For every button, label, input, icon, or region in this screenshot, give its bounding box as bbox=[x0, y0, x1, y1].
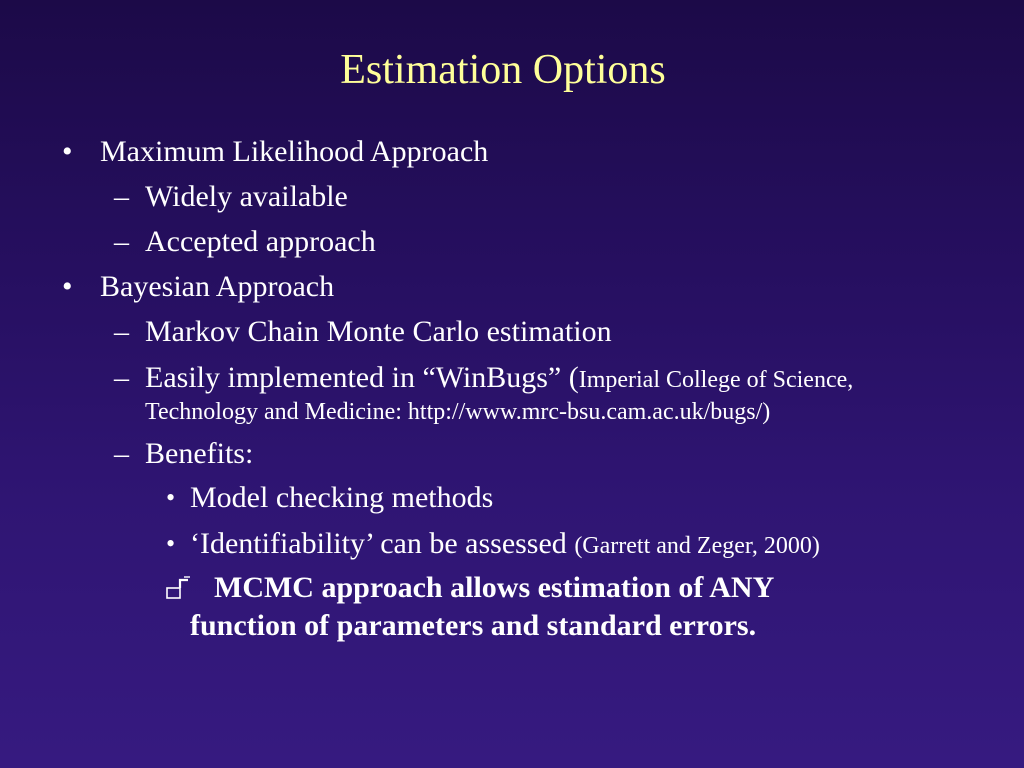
identifiability-text: ‘Identifiability’ can be assessed bbox=[190, 527, 575, 560]
slide-title: Estimation Options bbox=[340, 47, 666, 93]
dash-marker: – bbox=[114, 361, 129, 394]
bullet-bayesian-approach: Bayesian Approach bbox=[100, 270, 335, 303]
sub-bullet-mcmc: Markov Chain Monte Carlo estimation bbox=[145, 315, 612, 348]
winbugs-source-continuation: Technology and Medicine: http://www.mrc-bsu.cam.ac.uk/bugs/) bbox=[145, 399, 771, 425]
dash-marker: – bbox=[114, 180, 129, 213]
dash-marker: – bbox=[114, 437, 129, 470]
citation-garrett-zeger: (Garrett and Zeger, 2000) bbox=[574, 533, 820, 559]
winbugs-source-text: Imperial College of Science, bbox=[578, 367, 854, 393]
dash-marker: – bbox=[114, 315, 129, 348]
note-mcmc-line1: MCMC approach allows estimation of ANY bbox=[214, 571, 775, 604]
bullet-marker: • bbox=[62, 270, 73, 303]
dash-marker: – bbox=[114, 225, 129, 258]
sub-bullet-accepted-approach: Accepted approach bbox=[145, 225, 376, 258]
bullet-marker: • bbox=[62, 135, 73, 168]
sub-bullet-winbugs bbox=[145, 360, 853, 398]
sub-bullet-widely-available: Widely available bbox=[145, 180, 348, 213]
benefit-model-checking: Model checking methods bbox=[190, 481, 494, 514]
sub-bullet-benefits: Benefits: bbox=[145, 437, 254, 470]
note-mcmc-line2: function of parameters and standard errors. bbox=[190, 609, 757, 642]
check-box-icon bbox=[166, 575, 192, 601]
bullet-marker: • bbox=[166, 529, 176, 558]
bullet-marker: • bbox=[166, 483, 176, 512]
bullet-maximum-likelihood: Maximum Likelihood Approach bbox=[100, 135, 489, 168]
benefit-identifiability bbox=[190, 526, 820, 564]
winbugs-main-text: Easily implemented in “WinBugs” ( bbox=[145, 361, 579, 394]
